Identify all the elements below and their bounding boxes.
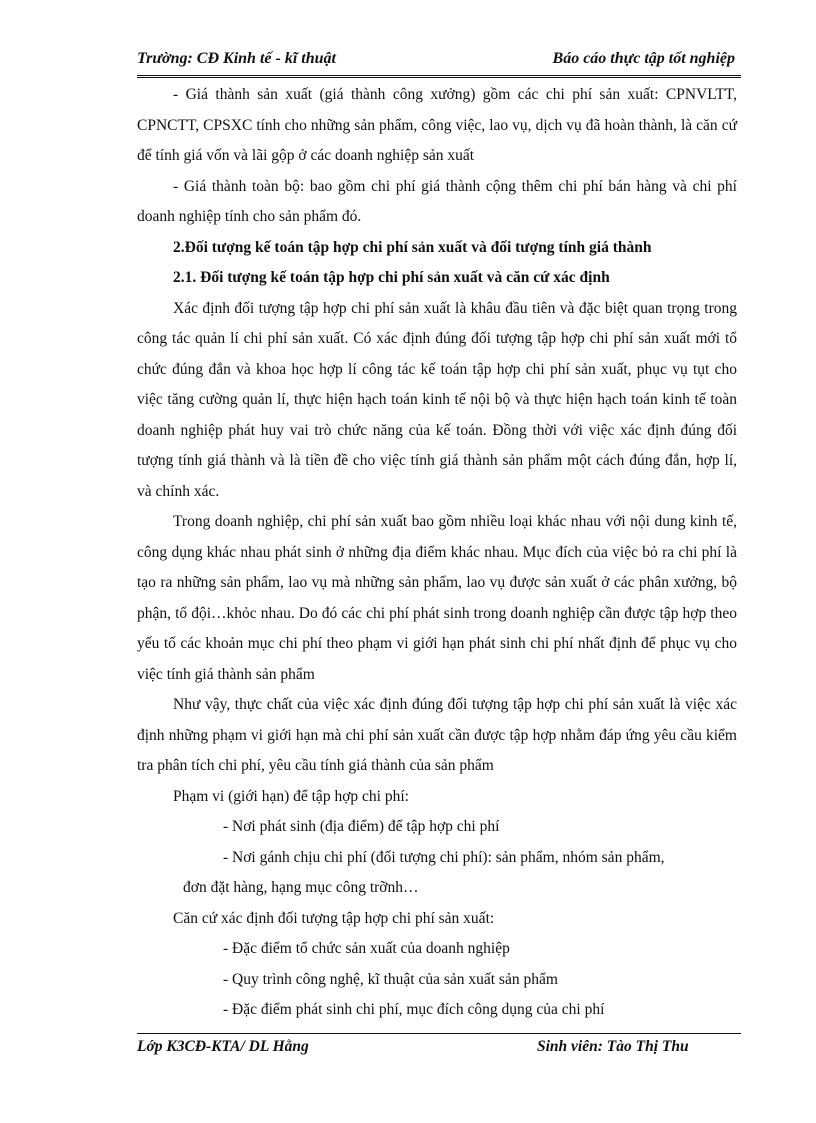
page-body [137, 80, 737, 1026]
paragraph-scope-label: Phạm vi (giới hạn) để tập hợp chi phí: [173, 787, 409, 805]
list-item-organization: - Đặc điểm tổ chức sản xuất của doanh nghiệp [223, 940, 510, 957]
list-item-technology: - Quy trình công nghệ, kĩ thuật của sản xuất sản phẩm [223, 970, 558, 988]
paragraph-production-cost: - Giá thành sản xuất (giá thành công xưởng) gồm các chi phí sản xuất: CPNVLTT, CPNCTT, CPSXC tính cho những sản phẩm, công việc, lao vụ, dịch vụ đã hoàn thành, là căn cứ để tính giá vốn và lãi gộp ở các doanh nghiệp sản xuất [137, 86, 737, 164]
paragraph-enterprise-costs: Trong doanh nghiệp, chi phí sản xuất bao gồm nhiều loại khác nhau với nội dung kinh tế, công dụng khác nhau phát sinh ở những địa điểm khác nhau. Mục đích của việc bỏ ra chi phí là tạo ra những sản phẩm, lao vụ mà những sản phẩm, lao vụ được sản xuất ở các phân xưởng, bộ phận, tổ đội…khỏc nhau. Do đó các chi phí phát sinh trong doanh nghiệp cần được tập hợp theo yếu tố các khoản mục chi phí theo phạm vi giới hạn phát sinh chi phí nhất định để phục vụ cho việc tính giá thành sản phẩm [137, 513, 737, 683]
paragraph-essence: Như vậy, thực chất của việc xác định đúng đối tượng tập hợp chi phí sản xuất là việc xác định những phạm vi giới hạn mà chi phí sản xuất cần được tập hợp nhằm đáp ứng yêu cầu kiểm tra phân tích chi phí, yêu cầu tính giá thành của sản phẩm [137, 696, 737, 774]
section-heading-2: 2.Đối tượng kế toán tập hợp chi phí sản xuất và đối tượng tính giá thành [173, 238, 652, 256]
section-heading-2-1: 2.1. Đối tượng kế toán tập hợp chi phí sản xuất và căn cứ xác định [173, 269, 610, 286]
list-item-origin: - Nơi phát sinh (địa điểm) để tập hợp chi phí [223, 818, 500, 835]
list-item-bearer: - Nơi gánh chịu chi phí (đối tượng chi phí): sản phẩm, nhóm sản phẩm, [223, 848, 665, 866]
header-divider [137, 75, 741, 78]
footer-class: Lớp K3CĐ-KTA/ DL Hằng [137, 1038, 309, 1055]
header-report-title: Báo cáo thực tập tốt nghiệp [552, 50, 735, 67]
paragraph-total-cost: - Giá thành toàn bộ: bao gồm chi phí giá thành cộng thêm chi phí bán hàng và chi phí doanh nghiệp tính cho sản phẩm đó. [137, 177, 737, 225]
footer-divider [137, 1033, 741, 1034]
paragraph-object-definition: Xác định đối tượng tập hợp chi phí sản xuất là khâu đầu tiên và đặc biệt quan trọng trong công tác quản lí chi phí sản xuất. Có xác định đúng đối tượng tập hợp chi phí sản xuất mới tổ chức đúng đắn và khoa học hợp lí công tác kế toán tập hợp chi phí sản xuất, phục vụ tụt cho việc tăng cường quản lí, thực hiện hạch toán kinh tế nội bộ và thực hiện hạch toán kinh tế toàn doanh nghiệp phát huy vai trò chức năng của kế toán. Đồng thời với việc xác định đúng đối tượng tính giá thành và là tiền đề cho việc tính giá thành sản phẩm một cách đúng đắn, hợp lí, và chính xác. [137, 299, 737, 500]
header-school: Trường: CĐ Kinh tế - kĩ thuật [137, 50, 336, 67]
paragraph-basis-label: Căn cứ xác định đối tượng tập hợp chi phí sản xuất: [173, 909, 495, 927]
list-item-bearer-continued: đơn đặt hàng, hạng mục công trỡnh… [183, 879, 419, 896]
list-item-cost-purpose: - Đặc điểm phát sinh chi phí, mục đích công dụng của chi phí [223, 1001, 605, 1018]
page-header [137, 44, 735, 74]
footer-student: Sinh viên: Tào Thị Thu [537, 1038, 689, 1055]
